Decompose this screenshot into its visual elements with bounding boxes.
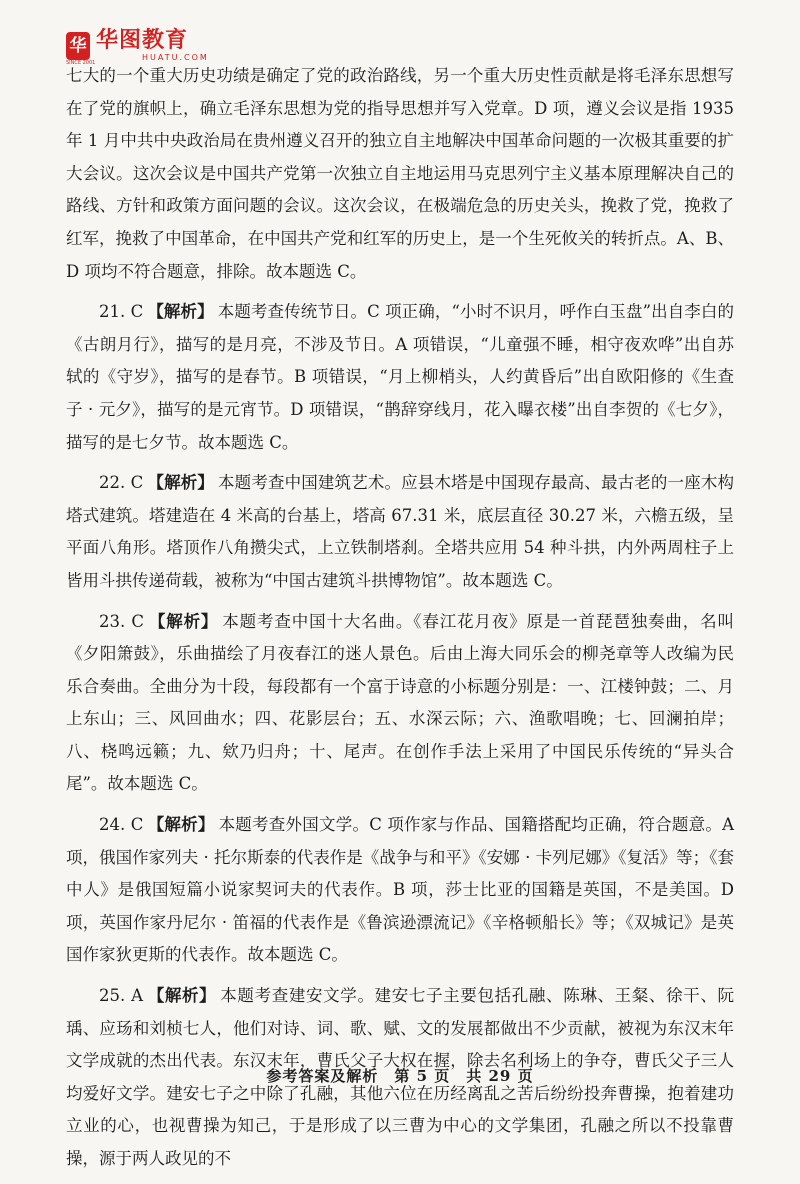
logo-since: SINCE 2001 bbox=[66, 60, 96, 66]
answer-text: 本题考查中国建筑艺术。应县木塔是中国现存最高、最古老的一座木构塔式建筑。塔建造在 4 米高的台基上，塔高 67.31 米，底层直径 30.27 米，六檐五级，呈平面八角形。塔顶作八角攒尖式，上立铁制塔刹。全塔共应用 54 种斗拱，内外两周柱子上皆用斗拱传递荷载，被称为“中国古建筑斗拱博物馆”。故本题选 C。 bbox=[66, 473, 734, 590]
answer-number: 24. C bbox=[99, 815, 144, 835]
answer-23 bbox=[66, 606, 734, 802]
analysis-tag: 【解析】 bbox=[147, 611, 219, 631]
brand-logo bbox=[66, 28, 209, 66]
answer-22 bbox=[66, 467, 734, 597]
answer-number: 21. C bbox=[99, 302, 144, 322]
answer-number: 22. C bbox=[99, 473, 144, 493]
document-body bbox=[66, 60, 734, 1184]
answer-number: 25. A bbox=[99, 986, 144, 1006]
answer-number: 23. C bbox=[99, 611, 144, 631]
answer-text: 本题考查中国十大名曲。《春江花月夜》原是一首琵琶独奏曲，名叫《夕阳箫鼓》，乐曲描绘了月夜春江的迷人景色。后由上海大同乐会的柳尧章等人改编为民乐合奏曲。全曲分为十段，每段都有一个富于诗意的小标题分别是：一、江楼钟鼓；二、月上东山；三、风回曲水；四、花影层台；五、水深云际；六、渔歌唱晚；七、回澜拍岸；八、桡鸣远籁；九、欸乃归舟；十、尾声。在创作手法上采用了中国民乐传统的“异头合尾”。故本题选 C。 bbox=[66, 611, 735, 794]
logo-mark-icon: 华 bbox=[66, 32, 90, 60]
answer-text: 本题考查外国文学。C 项作家与作品、国籍搭配均正确，符合题意。A 项，俄国作家列夫 · 托尔斯泰的代表作是《战争与和平》《安娜 · 卡列尼娜》《复活》等；《套中人》是俄国短篇小说家契诃夫的代表作。B 项，莎士比亚的国籍是英国，不是美国。D 项，英国作家丹尼尔 · 笛福的代表作是《鲁滨逊漂流记》《辛格顿船长》等；《双城记》是英国作家狄更斯的代表作。故本题选 C。 bbox=[66, 815, 734, 965]
answer-text: 本题考查建安文学。建安七子主要包括孔融、陈琳、王粲、徐干、阮瑀、应玚和刘桢七人，他们对诗、词、歌、赋、文的发展都做出不少贡献，被视为东汉末年文学成就的杰出代表。东汉末年，曹氏父子大权在握，除去名利场上的争夺，曹氏父子三人均爱好文学。建安七子之中除了孔融，其他六位在历经离乱之苦后纷纷投奔曹操，抱着建功立业的心，也视曹操为知己，于是形成了以三曹为中心的文学集团，孔融之所以不投靠曹操，源于两人政见的不 bbox=[66, 986, 735, 1168]
analysis-tag: 【解析】 bbox=[147, 473, 215, 493]
paragraph-continued: 七大的一个重大历史功绩是确定了党的政治路线，另一个重大历史性贡献是将毛泽东思想写在了党的旗帜上，确立毛泽东思想为党的指导思想并写入党章。D 项，遵义会议是指 1935 年 1 月中共中央政治局在贵州遵义召开的独立自主地解决中国革命问题的一次极其重要的扩大会议。这次会议是中国共产党第一次独立自主地运用马克思列宁主义基本原理解决自己的路线、方针和政策方面问题的会议。这次会议，在极端危急的历史关头，挽救了党，挽救了红军，挽救了中国革命，在中国共产党和红军的历史上，是一个生死攸关的转折点。A、B、D 项均不符合题意，排除。故本题选 C。 bbox=[66, 66, 734, 281]
analysis-tag: 【解析】 bbox=[147, 302, 214, 322]
logo-url: HUATU.COM bbox=[142, 53, 209, 62]
analysis-tag: 【解析】 bbox=[147, 815, 215, 835]
answer-21 bbox=[66, 296, 734, 459]
answer-24 bbox=[66, 809, 734, 972]
logo-name: 华图教育 bbox=[96, 28, 189, 53]
answer-text: 本题考查传统节日。C 项正确，“小时不识月，呼作白玉盘”出自李白的《古朗月行》，描写的是月亮，不涉及节日。A 项错误，“儿童强不睡，相守夜欢哗”出自苏轼的《守岁》，描写的是春节。B 项错误，“月上柳梢头，人约黄昏后”出自欧阳修的《生查子 · 元夕》，描写的是元宵节。D 项错误，“鹊辞穿线月，花入曝衣楼”出自李贺的《七夕》，描写的是七夕节。故本题选 C。 bbox=[66, 302, 734, 452]
analysis-tag: 【解析】 bbox=[147, 986, 217, 1006]
page-footer: 参考答案及解析 第 5 页 共 29 页 bbox=[266, 1067, 534, 1085]
